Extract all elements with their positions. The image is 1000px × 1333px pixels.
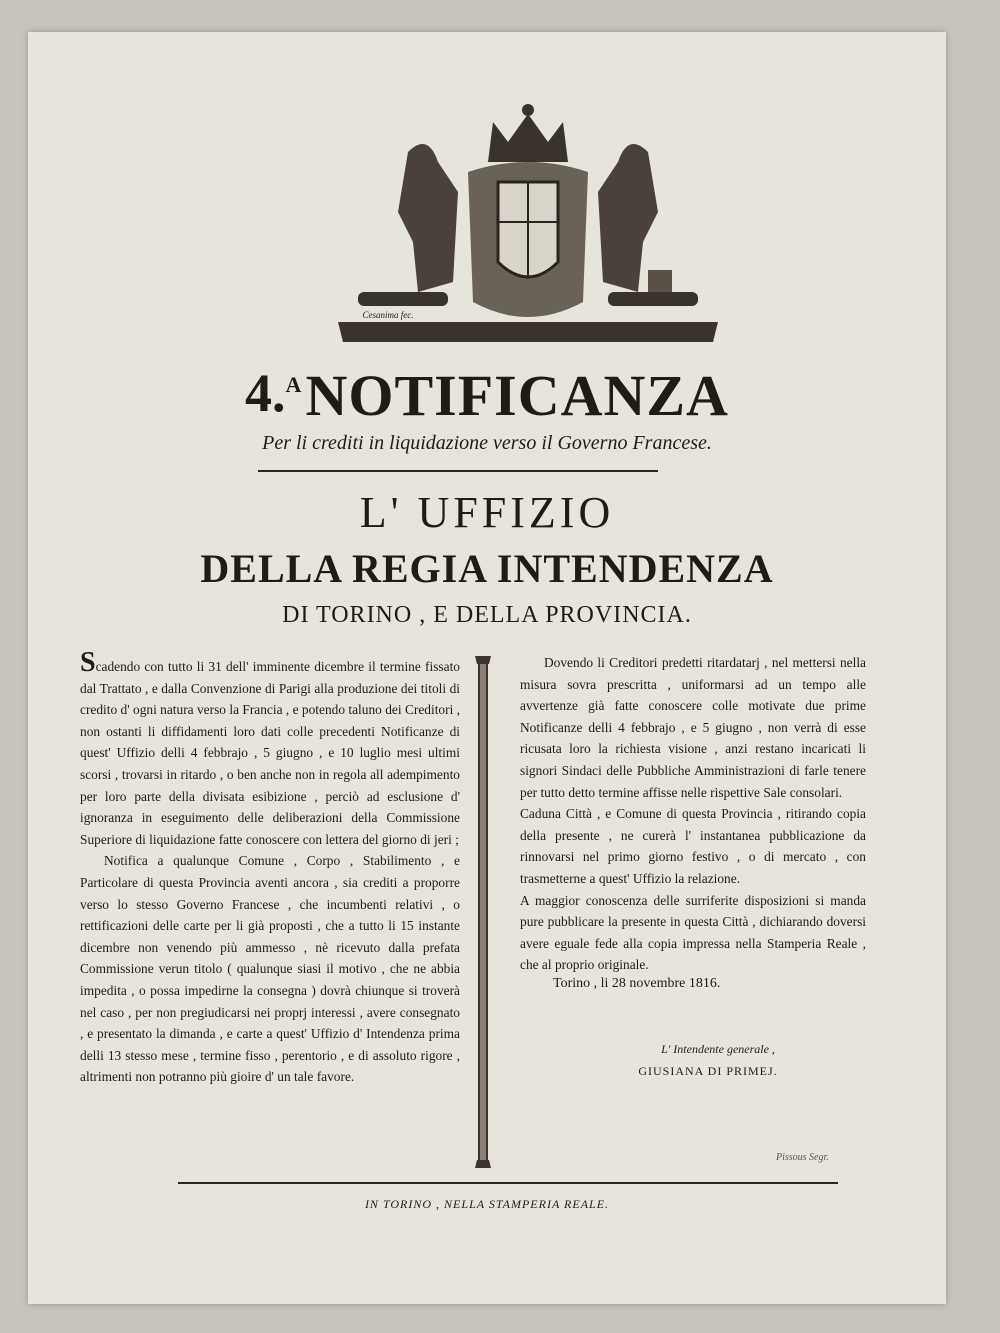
printer-imprint: IN TORINO , NELLA STAMPERIA REALE. (364, 1197, 610, 1211)
document-sheet (28, 32, 946, 1304)
secretary-signature: Pissous Segr. (776, 1152, 829, 1163)
signatory-role: L' Intendente generale , (661, 1042, 775, 1056)
left-paragraph-2: Notifica a qualunque Comune , Corpo , Stabilimento , e Particolare di questa Provincia aventi ancora , sia crediti a proporre verso lo stesso Governo Francese , che incumbenti relativi , o rettificazioni delle carte per li già proposti , che a tutto li 15 instante dicembre non venendo più ammesso , nè ricevuto dalla prefata Commissione verun titolo ( qualunque siasi il motivo , che ne abbia impedita , o possa impedirne la consegna ) dovrà chiunque si troverà nel caso , per non pregiudicarsi nei proprj interessi , avere consegnato , e presentato la dimanda , e carte a quest' Uffizio d' Intendenza prima delli 13 stesso mese , termine fisso , perentorio , e di assoluto rigore , altrimenti non potranno più gioire d' un tale favore. (80, 853, 460, 1085)
left-column (80, 647, 460, 1088)
engraver-signature: Cesanima fec. (362, 310, 414, 320)
drop-cap: S (80, 647, 96, 678)
left-paragraph-1: Scadendo con tutto li 31 dell' imminente dicembre il termine fissato dal Trattato , e dalla Convenzione di Parigi alla produzione dei titoli di credito d' ogni natura verso la Francia , e potendo taluno dei Creditori , non ostanti li diffidamenti loro dati colle precedenti Notificanze di quest' Uffizio delli 4 febbrajo , 5 giugno , e 10 luglio mesi ultimi scorsi , trovarsi in ritardo , o ben anche non in regola all adempimento per loro parte della divisata esibizione , perciò ad esclusione d' ignoranza in eseguimento delle deliberazioni della Commissione Superiore di liquidazione fatte conoscere con lettera del giorno di jeri ; (80, 647, 460, 847)
fasces-ornament-icon (474, 652, 492, 1172)
notice-subtitle: Per li crediti in liquidazione verso il Governo Francese. (262, 432, 712, 454)
notice-title (28, 362, 946, 429)
coat-of-arms-icon (318, 92, 738, 362)
office-line-1: L' UFFIZIO (359, 488, 615, 537)
footer-divider (178, 1182, 838, 1184)
divider (258, 470, 658, 472)
coat-of-arms-emblem (318, 92, 738, 362)
right-column (520, 652, 866, 976)
office-line-3: DI TORINO , E DELLA PROVINCIA. (282, 602, 692, 628)
notice-title-text: NOTIFICANZA (305, 363, 729, 428)
right-paragraph-2: Caduna Città , e Comune di questa Provincia , ritirando copia della presente , ne curerà l' instantanea pubblicazione da rinnovarsi nel primo giorno festivo , o di mercato , con trasmetterne a quest' Uffizio la relazione. (520, 806, 866, 886)
notice-ordinal: 4.$^A$ (245, 363, 302, 423)
issue-date: Torino , li 28 novembre 1816. (553, 976, 721, 991)
right-paragraph-1: Dovendo li Creditori predetti ritardatarj , nel mettersi nella misura sovra prescritta , uniformarsi ad un tempo alle avvertenze già fatte conoscere colle motivate due prime Notificanze delli 4 febbrajo , e 5 giugno , non verrà di esse ricusata loro la richiesta visione , anzi restano incaricati li signori Sindaci delle Pubbliche Amministrazioni di farle tenere per tutto detto termine affisse nelle rispettive Sale consolari. (520, 655, 866, 800)
signatory-name: GIUSIANA DI PRIMEJ. (638, 1064, 778, 1078)
right-paragraph-3: A maggior conoscenza delle surriferite disposizioni si manda pure pubblicare la presente in questa Città , dichiarando doversi avere eguale fede alla copia impressa nella Stamperia Reale , che al proprio originale. (520, 892, 866, 973)
office-line-2: DELLA REGIA INTENDENZA (200, 546, 774, 591)
